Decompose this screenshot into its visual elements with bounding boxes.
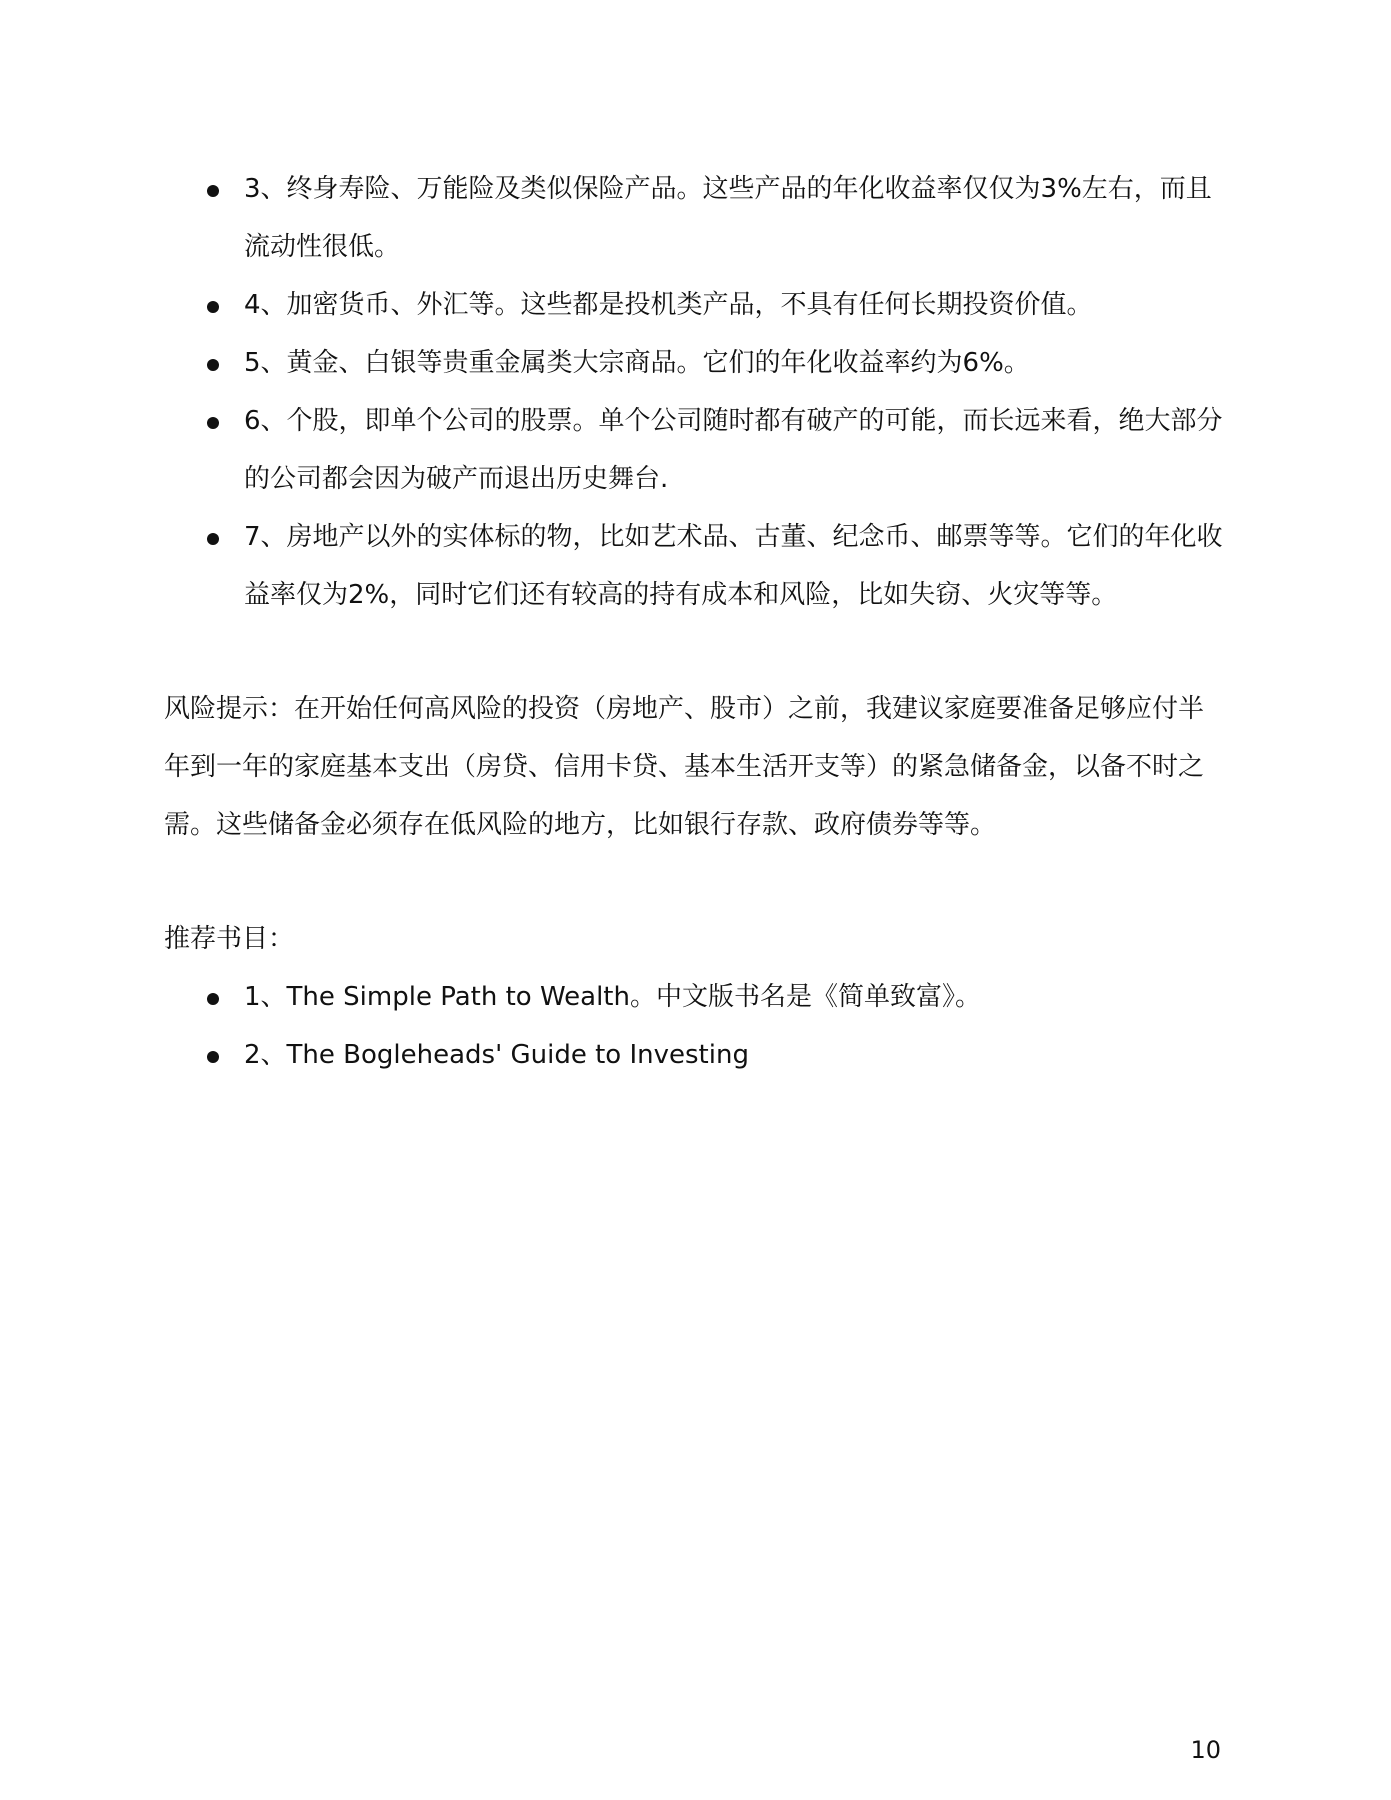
list-item (164, 160, 1224, 276)
bullet-icon (207, 359, 219, 371)
bullet-icon (207, 533, 219, 545)
list-item-text: 7、房地产以外的实体标的物，比如艺术品、古董、纪念币、邮票等等。它们的年化收益率仅为2%，同时它们还有较高的持有成本和风险，比如失窃、火灾等等。 (244, 522, 1223, 610)
book-title: 2、The Bogleheads' Guide to Investing (244, 1040, 749, 1070)
bullet-icon (207, 993, 219, 1005)
bullet-icon (207, 185, 219, 197)
list-item-text: 5、黄金、白银等贵重金属类大宗商品。它们的年化收益率约为6%。 (244, 348, 1030, 378)
page-number: 10 (1190, 1736, 1221, 1764)
page-content (164, 160, 1224, 1084)
list-item (164, 508, 1224, 624)
list-item-text: 3、终身寿险、万能险及类似保险产品。这些产品的年化收益率仅仅为3%左右，而且流动性很低。 (244, 174, 1212, 262)
list-item-text: 6、个股，即单个公司的股票。单个公司随时都有破产的可能，而长远来看，绝大部分的公司都会因为破产而退出历史舞台. (244, 406, 1223, 494)
list-item (164, 334, 1224, 392)
list-item (164, 968, 1224, 1026)
list-item (164, 392, 1224, 508)
list-item (164, 1026, 1224, 1084)
risk-note: 风险提示：在开始任何高风险的投资（房地产、股市）之前，我建议家庭要准备足够应付半年到一年的家庭基本支出（房贷、信用卡贷、基本生活开支等）的紧急储备金，以备不时之需。这些储备金必须存在低风险的地方，比如银行存款、政府债券等等。 (164, 694, 1205, 840)
list-item (164, 276, 1224, 334)
book-title: 1、The Simple Path to Wealth。中文版书名是《简单致富》。 (244, 982, 981, 1012)
list-item-text: 4、加密货币、外汇等。这些都是投机类产品，不具有任何长期投资价值。 (244, 290, 1093, 320)
books-heading: 推荐书目： (164, 924, 295, 954)
bullet-icon (207, 1051, 219, 1063)
bullet-icon (207, 417, 219, 429)
books-list (164, 968, 1224, 1084)
investment-list (164, 160, 1224, 624)
bullet-icon (207, 301, 219, 313)
